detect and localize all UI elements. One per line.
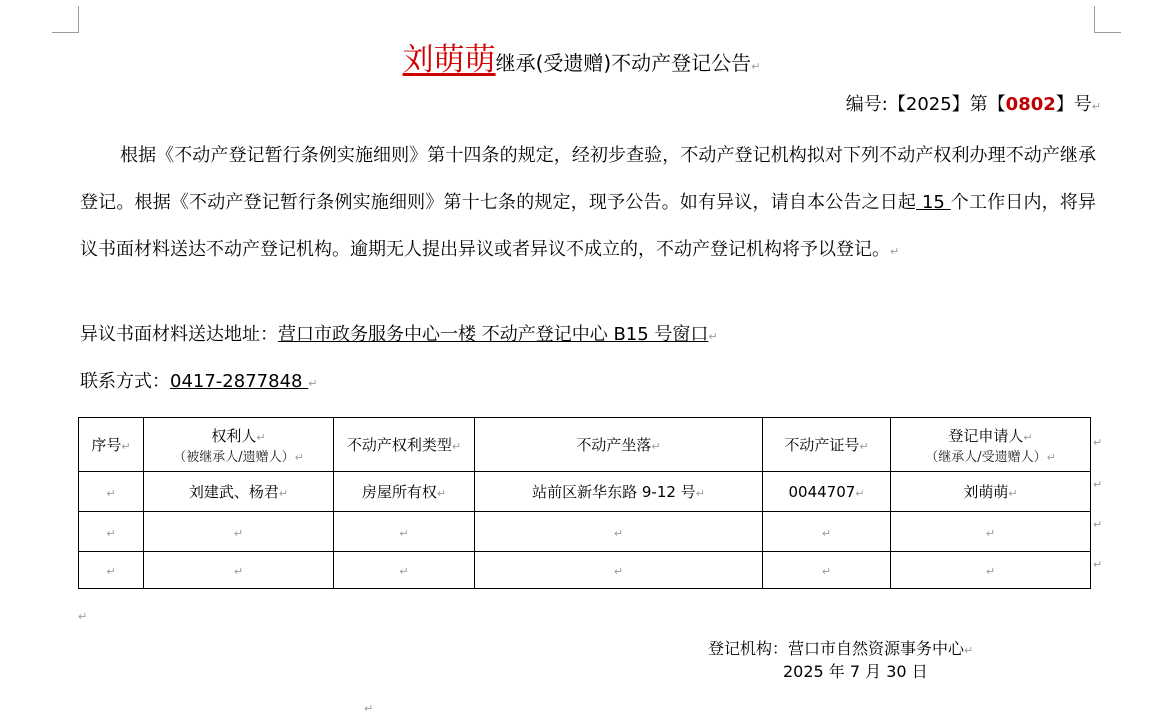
notice-paragraph <box>80 132 1096 275</box>
cell-mark-icon: ↵ <box>106 526 116 540</box>
cell-mark-icon: ↵ <box>821 526 832 540</box>
table-row <box>79 512 1091 552</box>
row-end-mark-icon: ↵ <box>1093 478 1103 491</box>
table-header-row <box>79 418 1091 472</box>
cell-cert-no <box>763 512 891 552</box>
applicant-name: 刘萌萌 <box>402 42 496 78</box>
cell-mark-icon: ↵ <box>695 487 705 500</box>
address-label: 异议书面材料送达地址： <box>80 324 278 345</box>
cell-mark-icon: ↵ <box>613 526 624 540</box>
cell-owner: 刘建武、杨君↵ <box>144 472 334 512</box>
page-corner-mark-top-right <box>1094 6 1121 33</box>
cell-owner <box>144 552 334 589</box>
contact-line <box>80 367 317 393</box>
paragraph-text-after-days: 个工作日内，将异议书面材料送达不动产登记机构。逾期无人提出异议或者异议不成立的，不动产登记机构将予以登记。 <box>80 192 1096 260</box>
cell-mark-icon: ↵ <box>855 486 865 500</box>
cell-mark-icon: ↵ <box>613 565 624 578</box>
cell-location <box>475 512 763 552</box>
cell-applicant <box>891 552 1091 589</box>
cell-cert-no: 0044707↵ <box>763 472 891 512</box>
cell-mark-icon: ↵ <box>121 440 131 453</box>
cell-mark-icon: ↵ <box>106 486 116 500</box>
cell-right-type: 房屋所有权↵ <box>334 472 475 512</box>
registration-authority: 登记机构：营口市自然资源事务中心↵ <box>708 639 974 658</box>
cell-mark-icon: ↵ <box>436 487 447 500</box>
cell-cert-no <box>763 552 891 589</box>
cell-location <box>475 552 763 589</box>
cell-right-type <box>334 552 475 589</box>
contact-value: 0417-2877848 <box>170 371 309 392</box>
header-cert-no: 不动产证号↵ <box>763 418 891 472</box>
cell-applicant <box>891 512 1091 552</box>
property-table <box>78 417 1091 589</box>
cell-right-type <box>334 512 475 552</box>
cell-seq <box>79 512 144 552</box>
cell-location: 站前区新华东路 9-12 号↵ <box>475 472 763 512</box>
notice-body <box>80 132 1096 275</box>
cell-mark-icon: ↵ <box>278 487 289 500</box>
cell-seq <box>79 472 144 512</box>
cell-mark-icon: ↵ <box>1023 430 1033 444</box>
header-seq: 序号↵ <box>79 418 144 472</box>
cell-mark-icon: ↵ <box>821 565 832 578</box>
cell-mark-icon: ↵ <box>985 565 996 578</box>
cell-mark-icon: ↵ <box>1046 450 1056 464</box>
header-applicant: 登记申请人↵ （继承人/受遗赠人）↵ <box>891 418 1091 472</box>
address-line <box>80 320 718 346</box>
cell-mark-icon: ↵ <box>1008 487 1018 500</box>
header-location: 不动产坐落↵ <box>475 418 763 472</box>
notice-title <box>0 34 1163 79</box>
cell-applicant: 刘萌萌↵ <box>891 472 1091 512</box>
cell-mark-icon: ↵ <box>859 440 869 453</box>
paragraph-mark-icon: ↵ <box>308 377 318 390</box>
paragraph-mark-icon: ↵ <box>1091 100 1101 113</box>
serial-number-line <box>846 90 1101 116</box>
cell-mark-icon: ↵ <box>651 440 661 453</box>
cell-mark-icon: ↵ <box>106 565 116 578</box>
paragraph-mark-icon: ↵ <box>364 702 374 715</box>
cell-mark-icon: ↵ <box>399 565 409 578</box>
header-owner: 权利人↵ （被继承人/遗赠人）↵ <box>144 418 334 472</box>
cell-mark-icon: ↵ <box>256 430 266 444</box>
cell-mark-icon: ↵ <box>399 526 409 540</box>
cell-seq <box>79 552 144 589</box>
table-row <box>79 552 1091 589</box>
cell-mark-icon: ↵ <box>451 440 462 453</box>
paragraph-mark-icon: ↵ <box>78 610 88 623</box>
cell-mark-icon: ↵ <box>233 526 244 540</box>
cell-mark-icon: ↵ <box>985 526 996 540</box>
paragraph-mark-icon: ↵ <box>708 330 718 343</box>
paragraph-mark-icon: ↵ <box>890 245 900 258</box>
header-right-type: 不动产权利类型↵ <box>334 418 475 472</box>
serial-suffix: 】号 <box>1055 94 1092 115</box>
paragraph-text-before-days: 根据《不动产登记暂行条例实施细则》第十四条的规定，经初步查验，不动产登记机构拟对下列不动产权利办理不动产继承登记。根据《不动产登记暂行条例实施细则》第十七条的规定，现予公告。如有异议，请自本公告之日起 <box>80 145 1096 213</box>
cell-mark-icon: ↵ <box>294 450 304 464</box>
objection-days: 15 <box>916 192 951 213</box>
row-end-mark-icon: ↵ <box>1093 558 1103 571</box>
paragraph-mark-icon: ↵ <box>964 644 974 657</box>
serial-prefix: 编号:【2025】第【 <box>845 94 1006 115</box>
notice-date: 2025 年 7 月 30 日 <box>783 662 928 681</box>
table-row <box>79 472 1091 512</box>
contact-label: 联系方式： <box>80 371 170 392</box>
serial-number: 0802 <box>1005 94 1056 115</box>
title-text: 继承(受遗赠)不动产登记公告 <box>495 51 752 75</box>
cell-mark-icon: ↵ <box>233 565 244 578</box>
row-end-mark-icon: ↵ <box>1093 518 1103 531</box>
row-end-mark-icon: ↵ <box>1093 436 1103 449</box>
address-value: 营口市政务服务中心一楼 不动产登记中心 B15 号窗口 <box>278 324 709 345</box>
cell-owner <box>144 512 334 552</box>
paragraph-mark-icon: ↵ <box>751 60 761 73</box>
page-corner-mark-top-left <box>52 6 79 33</box>
